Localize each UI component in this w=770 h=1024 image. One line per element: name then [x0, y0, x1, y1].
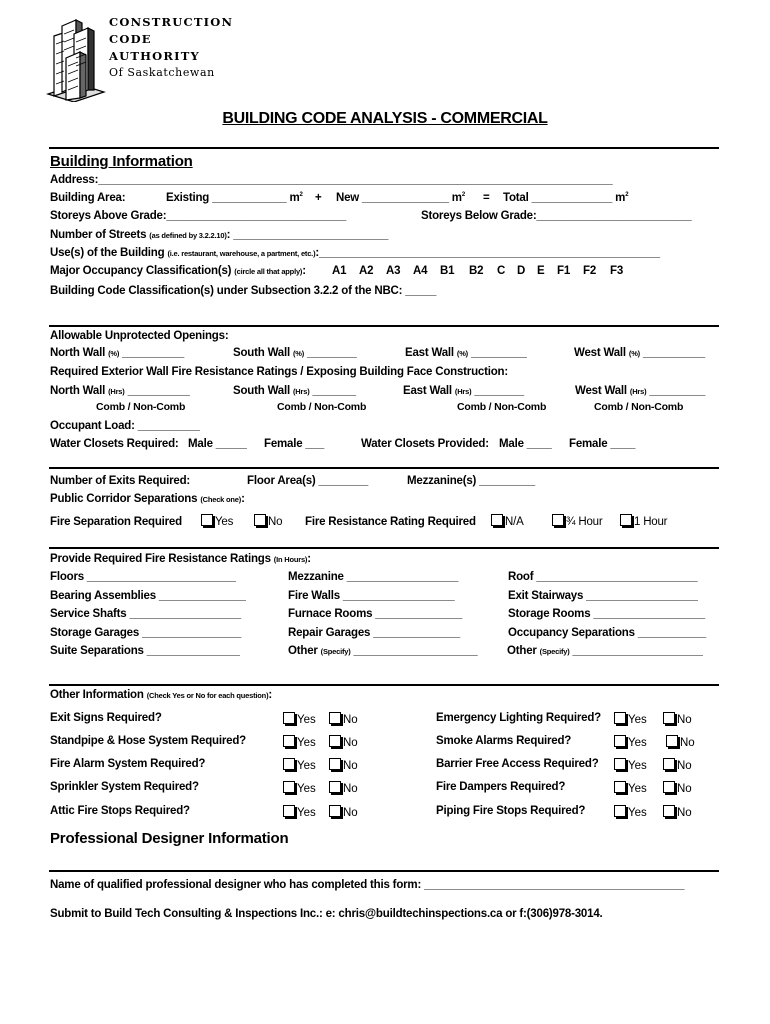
exit-signs-question: Exit Signs Required?	[50, 712, 162, 724]
checkbox-icon	[663, 805, 675, 817]
emergency-lighting-question: Emergency Lighting Required?	[436, 712, 602, 724]
emergency-lighting-no-checkbox[interactable]: No	[663, 710, 692, 728]
checkbox-icon	[329, 781, 341, 793]
fire-dampers-no-checkbox[interactable]: No	[663, 779, 692, 797]
fire-rating-required-label: Fire Resistance Rating Required	[305, 516, 476, 528]
floors-rating-field[interactable]: Floors ________________________	[50, 571, 236, 583]
standpipe-question: Standpipe & Hose System Required?	[50, 735, 246, 747]
occupancy-classification	[50, 265, 306, 277]
building-info-heading: Building Information	[50, 153, 193, 170]
checkbox-icon	[283, 781, 295, 793]
occupancy-option-d[interactable]: D	[517, 265, 526, 277]
org-line-4: Of Saskatchewan	[109, 66, 215, 79]
checkbox-icon	[663, 781, 675, 793]
divider	[49, 467, 719, 469]
logo	[44, 14, 106, 102]
fire-separation-label: Fire Separation Required	[50, 516, 182, 528]
repair-garages-rating-field[interactable]: Repair Garages ______________	[288, 627, 460, 639]
occupancy-option-f2[interactable]: F2	[583, 265, 597, 277]
occupancy-option-b1[interactable]: B1	[440, 265, 455, 277]
fire-rating-na-checkbox[interactable]: N/A	[491, 514, 524, 528]
occupancy-option-c[interactable]: C	[497, 265, 506, 277]
streets-note: (as defined by 3.2.2.10)	[149, 231, 227, 240]
suite-separations-rating-field[interactable]: Suite Separations _______________	[50, 645, 240, 657]
fire-alarm-question: Fire Alarm System Required?	[50, 758, 206, 770]
piping-fire-stops-no-checkbox[interactable]: No	[663, 803, 692, 821]
checkbox-icon	[491, 514, 503, 526]
roof-rating-field[interactable]: Roof __________________________	[508, 571, 698, 583]
uses-note: (i.e. restaurant, warehouse, a partment, etc.)	[167, 249, 316, 258]
checkbox-icon	[663, 712, 675, 724]
checkbox-icon	[254, 514, 266, 526]
fire-rating-one-hour-checkbox[interactable]: 1 Hour	[620, 514, 667, 528]
checkbox-icon	[620, 514, 632, 526]
designer-heading: Professional Designer Information	[50, 830, 289, 847]
fire-ratings-heading: Provide Required Fire Resistance Ratings (In Hours):	[50, 553, 311, 565]
new-area-field[interactable]: New ______________ $m^2$	[336, 192, 465, 204]
other-info-heading: Other Information (Check Yes or No for each question):	[50, 689, 273, 701]
east-wall-hrs-field[interactable]: East Wall (Hrs) ________	[403, 385, 524, 397]
existing-area-field[interactable]: Existing ____________ $m^2$	[166, 192, 303, 204]
bearing-assemblies-rating-field[interactable]: Bearing Assemblies ______________	[50, 590, 246, 602]
exit-stairways-rating-field[interactable]: Exit Stairways __________________	[508, 590, 698, 602]
checkbox-icon	[614, 805, 626, 817]
org-line-2: CODE	[109, 32, 152, 46]
sprinkler-question: Sprinkler System Required?	[50, 781, 199, 793]
building-logo-icon	[44, 14, 106, 102]
west-wall-hrs-field[interactable]: West Wall (Hrs) _________	[575, 385, 706, 397]
fire-sep-yes-checkbox[interactable]: Yes	[201, 514, 233, 528]
wc-provided-label: Water Closets Provided:	[361, 438, 489, 450]
mezzanine-rating-field[interactable]: Mezzanine __________________	[288, 571, 459, 583]
exit-signs-no-checkbox[interactable]: No	[329, 710, 358, 728]
storage-rooms-rating-field[interactable]: Storage Rooms __________________	[508, 608, 705, 620]
mezzanine-area-field[interactable]: Mezzanine(s) _________	[407, 475, 535, 487]
occupancy-option-a1[interactable]: A1	[332, 265, 347, 277]
north-wall-openings-field[interactable]: North Wall (%) __________	[50, 347, 185, 359]
barrier-free-question: Barrier Free Access Required?	[436, 758, 599, 770]
streets-label: Number of Streets	[50, 229, 147, 241]
submit-instructions: Submit to Build Tech Consulting & Inspections Inc.: e: chris@buildtechinspections.ca or f:(306)978-3014.	[50, 908, 603, 920]
fire-dampers-question: Fire Dampers Required?	[436, 781, 566, 793]
south-wall-hrs-field[interactable]: South Wall (Hrs) _______	[233, 385, 356, 397]
checkbox-icon	[614, 712, 626, 724]
fire-alarm-no-checkbox[interactable]: No	[329, 756, 358, 774]
equals-sign: =	[483, 192, 490, 204]
checkbox-icon	[283, 735, 295, 747]
checkbox-icon	[614, 758, 626, 770]
fire-sep-no-checkbox[interactable]: No	[254, 514, 282, 528]
wc-female-provided-field[interactable]: Female ____	[569, 438, 636, 450]
uses-blank: :_______________________________________________________	[315, 247, 660, 259]
other-rating-field-2[interactable]: Other (Specify) _____________________	[507, 645, 703, 657]
checkbox-icon	[329, 735, 341, 747]
fire-resistance-heading: Required Exterior Wall Fire Resistance Ratings / Exposing Building Face Construction:	[50, 366, 508, 378]
checkbox-icon	[663, 758, 675, 770]
occupancy-option-b2[interactable]: B2	[469, 265, 484, 277]
east-wall-openings-field[interactable]: East Wall (%) _________	[405, 347, 527, 359]
floor-area-field[interactable]: Floor Area(s) ________	[247, 475, 369, 487]
designer-name-field[interactable]: Name of qualified professional designer who has completed this form: __________________________________________	[50, 879, 685, 891]
checkbox-icon	[666, 735, 678, 747]
occupancy-option-e[interactable]: E	[537, 265, 545, 277]
divider	[49, 870, 719, 872]
attic-fire-stops-no-checkbox[interactable]: No	[329, 803, 358, 821]
divider	[49, 547, 719, 549]
smoke-alarms-yes-checkbox[interactable]: Yes	[614, 733, 647, 751]
wc-male-required-field[interactable]: Male _____	[188, 438, 247, 450]
unprotected-openings-heading: Allowable Unprotected Openings:	[50, 330, 229, 342]
wc-male-provided-field[interactable]: Male ____	[499, 438, 552, 450]
sprinkler-no-checkbox[interactable]: No	[329, 779, 358, 797]
checkbox-icon	[283, 758, 295, 770]
occupancy-option-f1[interactable]: F1	[557, 265, 571, 277]
checkbox-icon	[201, 514, 213, 526]
checkbox-icon	[329, 712, 341, 724]
standpipe-no-checkbox[interactable]: No	[329, 733, 358, 751]
sprinkler-yes-checkbox[interactable]: Yes	[283, 779, 316, 797]
fire-rating-three-quarter-checkbox[interactable]: ¾ Hour	[552, 514, 603, 528]
checkbox-icon	[552, 514, 564, 526]
checkbox-icon	[329, 758, 341, 770]
plus-sign: +	[315, 192, 322, 204]
service-shafts-rating-field[interactable]: Service Shafts __________________	[50, 608, 241, 620]
divider	[49, 684, 719, 686]
storage-garages-rating-field[interactable]: Storage Garages ________________	[50, 627, 242, 639]
smoke-alarms-no-checkbox[interactable]: No	[666, 733, 695, 751]
south-comb-option[interactable]: Comb / Non-Comb	[277, 401, 367, 413]
checkbox-icon	[329, 805, 341, 817]
address-field[interactable]: Address:___________________________________________________________________________________	[50, 174, 613, 186]
fire-alarm-yes-checkbox[interactable]: Yes	[283, 756, 316, 774]
building-area-label: Building Area:	[50, 192, 126, 204]
attic-fire-stops-yes-checkbox[interactable]: Yes	[283, 803, 316, 821]
org-line-3: AUTHORITY	[109, 49, 200, 63]
streets-blank: : _________________________	[226, 229, 389, 241]
storeys-below-field[interactable]: Storeys Below Grade:_________________________	[421, 210, 692, 222]
fire-walls-rating-field[interactable]: Fire Walls __________________	[288, 590, 455, 602]
barrier-free-no-checkbox[interactable]: No	[663, 756, 692, 774]
barrier-free-yes-checkbox[interactable]: Yes	[614, 756, 647, 774]
north-comb-option[interactable]: Comb / Non-Comb	[96, 401, 186, 413]
divider	[49, 147, 719, 149]
occupancy-colon: :	[302, 265, 306, 277]
occupancy-separations-rating-field[interactable]: Occupancy Separations ___________	[508, 627, 706, 639]
building-uses-field[interactable]	[50, 247, 660, 259]
checkbox-icon	[614, 781, 626, 793]
wc-required-label: Water Closets Required:	[50, 438, 179, 450]
total-area-field[interactable]: Total _____________ $m^2$	[503, 192, 629, 204]
east-comb-option[interactable]: Comb / Non-Comb	[457, 401, 547, 413]
occupancy-note: (circle all that apply)	[234, 267, 303, 276]
south-wall-openings-field[interactable]: South Wall (%) ________	[233, 347, 357, 359]
other-rating-field-1[interactable]: Other (Specify) ____________________	[288, 645, 478, 657]
exit-signs-yes-checkbox[interactable]: Yes	[283, 710, 316, 728]
checkbox-icon	[283, 805, 295, 817]
occupancy-option-a4[interactable]: A4	[413, 265, 428, 277]
piping-fire-stops-yes-checkbox[interactable]: Yes	[614, 803, 647, 821]
smoke-alarms-question: Smoke Alarms Required?	[436, 735, 572, 747]
divider	[49, 325, 719, 327]
occupancy-option-f3[interactable]: F3	[610, 265, 624, 277]
storeys-above-field[interactable]: Storeys Above Grade:_____________________________	[50, 210, 347, 222]
furnace-rooms-rating-field[interactable]: Furnace Rooms ______________	[288, 608, 463, 620]
piping-fire-stops-question: Piping Fire Stops Required?	[436, 805, 586, 817]
north-wall-hrs-field[interactable]: North Wall (Hrs) __________	[50, 385, 190, 397]
nbc-classification-field[interactable]: Building Code Classification(s) under Subsection 3.2.2 of the NBC: _____	[50, 285, 437, 297]
occupancy-option-a3[interactable]: A3	[386, 265, 401, 277]
page-title: BUILDING CODE ANALYSIS - COMMERCIAL	[222, 110, 548, 127]
fire-dampers-yes-checkbox[interactable]: Yes	[614, 779, 647, 797]
occupancy-option-a2[interactable]: A2	[359, 265, 374, 277]
occupancy-label: Major Occupancy Classification(s)	[50, 265, 232, 277]
wc-female-required-field[interactable]: Female ___	[264, 438, 325, 450]
west-comb-option[interactable]: Comb / Non-Comb	[594, 401, 684, 413]
checkbox-icon	[283, 712, 295, 724]
west-wall-openings-field[interactable]: West Wall (%) __________	[574, 347, 705, 359]
attic-fire-stops-question: Attic Fire Stops Required?	[50, 805, 190, 817]
emergency-lighting-yes-checkbox[interactable]: Yes	[614, 710, 647, 728]
standpipe-yes-checkbox[interactable]: Yes	[283, 733, 316, 751]
corridor-separations-heading: Public Corridor Separations (Check one):	[50, 493, 245, 505]
exits-required-field[interactable]: Number of Exits Required:	[50, 475, 191, 487]
uses-label: Use(s) of the Building	[50, 247, 165, 259]
occupant-load-field[interactable]: Occupant Load: __________	[50, 420, 200, 432]
org-line-1: CONSTRUCTION	[109, 15, 234, 29]
checkbox-icon	[614, 735, 626, 747]
number-of-streets-field[interactable]	[50, 229, 388, 241]
